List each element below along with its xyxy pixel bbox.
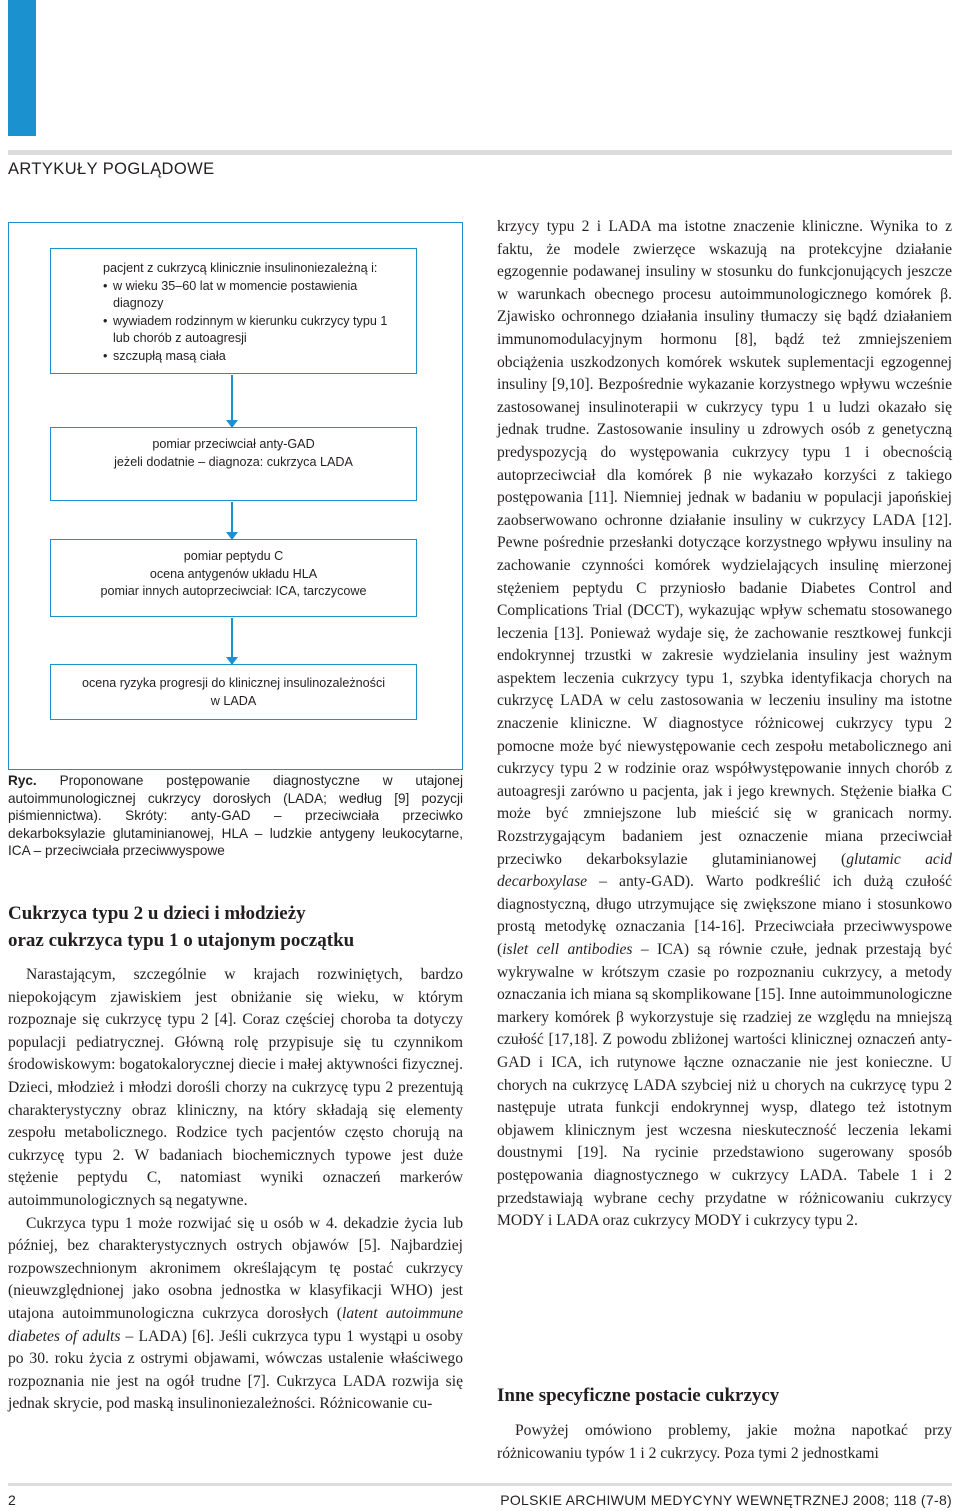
heading-line: oraz cukrzyca typu 1 o utajonym początku	[8, 930, 355, 951]
box4-line: ocena ryzyka progresji do klinicznej insulinozależności	[81, 676, 386, 690]
left-column-text	[8, 964, 463, 1416]
right-column-text	[497, 216, 952, 1233]
criterion-bullet: • szczupłą masą ciała	[103, 348, 408, 366]
english-term: islet cell antibodies	[502, 941, 633, 958]
box4-line: w LADA	[210, 693, 257, 708]
box2-line: pomiar przeciwciał anty-GAD	[152, 437, 315, 451]
flowchart-box-risk-assessment	[50, 664, 417, 720]
criterion-bullet: • wywiadem rodzinnym w kierunku cukrzycy typu 1	[103, 313, 408, 331]
journal-citation: POLSKIE ARCHIWUM MEDYCYNY WEWNĘTRZNEJ 2008; 118 (7-8)	[500, 1492, 952, 1508]
heading-line: Cukrzyca typu 2 u dzieci i młodzieży	[8, 903, 306, 924]
page-number: 2	[8, 1492, 16, 1508]
caption-label: Ryc.	[8, 773, 37, 788]
accent-bar	[8, 0, 36, 136]
flowchart-box-anti-gad	[50, 427, 417, 501]
section-heading-other-types: Inne specyficzne postacie cukrzycy	[497, 1385, 780, 1406]
flowchart-box-patient-criteria	[50, 248, 417, 374]
latin-term: latent autoimmune diabetes of adults	[8, 1304, 463, 1345]
box2-line: jeżeli dodatnie – diagnoza: cukrzyca LADA	[114, 454, 353, 469]
flow-arrow-down-icon	[231, 618, 233, 664]
section-label: ARTYKUŁY POGLĄDOWE	[8, 160, 215, 178]
criterion-bullet-continuation: lub chorób z autoagresji	[113, 331, 247, 346]
box1-intro: pacjent z cukrzycą klinicznie insulinoniezależną i:	[103, 261, 378, 275]
figure-caption	[8, 772, 463, 860]
box3-line: pomiar peptydu C	[183, 549, 284, 563]
flow-arrow-down-icon	[231, 375, 233, 427]
criterion-bullet-continuation: diagnozy	[113, 296, 164, 311]
paragraph: Powyżej omówiono problemy, jakie można napotkać przy różnicowaniu typów 1 i 2 cukrzycy. Poza tymi 2 jednostkami	[497, 1422, 952, 1462]
paragraph: Narastającym, szczególnie w krajach rozwiniętych, bardzo niepokojącym zjawiskiem jest obniżanie się wieku, w którym rozpoznaje się cukrzycę typu 2 [4]. Coraz częściej choroba ta dotyczy populacji pediatrycznej. Główną rolę przypisuje się tu czynnikom środowiskowym: bogatokalorycznej diecie i małej aktywności fizycznej. Dzieci, młodzież i młodzi dorośli chorzy na cukrzycę typu 2 prezentują charakterystyczny obraz kliniczny, na który składają się elementy zespołu metabolicznego. Rodzice tych pacjentów często chorują na cukrzycę typu 2. W badaniach biochemicznych typowe jest duże stężenie peptydu C, natomiast wyniki oznaczeń markerów autoimmunologicznych są negatywne.	[8, 966, 463, 1209]
footer-rule	[8, 1483, 952, 1486]
paragraph: Cukrzyca typu 1 może rozwijać się u osób w 4. dekadzie życia lub później, bez charakterystycznych ostrych objawów [5]. Najbardziej rozpowszechnionym akronimem określającym tę postać cukrzycy (nieuwzględnionej jako osobna jednostka w klasyfikacji WHO) jest utajona autoimmunologiczna cukrzyca dorosłych (latent autoimmune diabetes of adults – LADA) [6]. Jeśli cukrzyca typu 1 wystąpi u osoby po 30. roku życia z ostrymi objawami, wówczas ustalenie właściwego rozpoznania nie jest na ogół trudne [7]. Cukrzyca LADA rozwija się jednak skrycie, pod maską insulinoniezależności. Różnicowanie cu-	[8, 1214, 463, 1413]
paragraph: krzycy typu 2 i LADA ma istotne znaczenie kliniczne. Wynika to z faktu, że modele zwierzęce wskazują na protekcyjne działanie egzogennie podawanej insuliny w stosunku do funkcjonujących jeszcze w warunkach obecnego procesu autoimmunologicznego komórek β. Zjawisko ochronnego działania insuliny tłumaczy się bądź działaniem immunomodulacyjnym hormonu [8], bądź też zmniejszeniem obciążenia uszkodzonych komórek wskutek suplementacji egzogennej insuliny [9,10]. Bezpośrednie wykazanie korzystnego wpływu wcześnie zastosowanej insulinoterapii w cukrzycy typu 1 u ludzi okazało się jednak trudne. Zastosowanie insuliny u zdrowych osób z genetyczną predyspozycją do występowania cukrzycy typu 1 i obecnością autoprzeciwciał dla komórek β nie wykazało korzyści z takiego postępowania [11]. Niemniej jednak w badaniu w populacji japońskiej zaobserwowano ochronne działanie insuliny w cukrzycy LADA [12]. Pewne pośrednie przesłanki dotyczące korzystnego wpływu insuliny na zachowanie czynności komórek wydzielających insulinę mierzonej stężeniem peptydu C przyniosło badanie Diabetes Control and Complications Trial (DCCT), wykazując wpływ schematu stosowanego leczenia [13]. Ponieważ wydaje się, że zachowanie resztkowej funkcji endokrynnej trzustki w zakresie wydzielania insuliny jest ważnym aspektem leczenia cukrzycy typu 1, szybka identyfikacja chorych na cukrzycę LADA w celu zastosowania w leczeniu insuliny ma istotne znaczenie kliniczne. W diagnostyce różnicowej cukrzycy typu 2 pomocne może być niewystępowanie cech zespołu metabolicznego ani cukrzycy typu 2 w rodzinie oraz współwystępowanie innych chorób z autoagresji zarówno u pacjenta, jak i jego krewnych. Stężenie białka C może być zmniejszone lub mieścić się w granicach normy. Rozstrzygającym badaniem jest oznaczenie miana przeciwciał przeciwko dekarboksylazie glutaminianowej (glutamic acid decarboxylase – anty-GAD). Warto podkreślić ich dużą czułość diagnostyczną, długo utrzymujące się zwiększone miano i stosunkowo prostą metodykę oznaczania [14-16]. Przeciwciała przeciwwyspowe (islet cell antibodies – ICA) są równie czułe, jednak przestają być wykrywalne w krótszym czasie po rozpoznaniu cukrzycy, a metody oznaczania ich miana są skomplikowane [15]. Inne autoimmunologiczne markery komórek β wykorzystuje się rzadziej ze względu na mniejszą czułość [17,18]. Z powodu zbliżonej wartości klinicznej oznaczeń anty-GAD i ICA, ich rutynowe łączne oznaczanie nie jest konieczne. U chorych na cukrzycę LADA szybciej niż u chorych na cukrzycę typu 2 następuje utrata funkcji endokrynnej wysp, dlatego też istotnym objawem klinicznym jest wczesna nieskuteczność leczenia lekami doustnymi [19]. Na rycinie przedstawiono sugerowany sposób postępowania diagnostycznego w cukrzycy LADA. Tabele 1 i 2 przedstawiają wybrane cechy przydatne w różnicowaniu cukrzycy MODY i LADA oraz cukrzycy MODY i cukrzycy typu 2.	[497, 218, 952, 1230]
flow-arrow-down-icon	[231, 502, 233, 539]
criterion-bullet: • w wieku 35–60 lat w momencie postawienia	[103, 278, 408, 296]
english-term: glutamic acid decarboxylase	[497, 850, 952, 891]
right-column-text-bottom	[497, 1420, 952, 1465]
box3-line: pomiar innych autoprzeciwciał: ICA, tarczycowe	[100, 584, 367, 599]
box3-line: ocena antygenów układu HLA	[149, 566, 318, 581]
caption-text: Proponowane postępowanie diagnostyczne w utajonej autoimmunologicznej cukrzycy dorosłych (LADA; według [9] pozycji piśmiennictwa). Skróty: anty-GAD – przeciwciała przeciwko dekarboksylazie glutaminianowej, HLA – ludzkie antygeny leukocytarne, ICA – przeciwciała przeciwwyspowe	[8, 773, 464, 859]
section-heading-type2-children	[8, 900, 463, 954]
header-rule	[8, 150, 952, 155]
flowchart-box-peptide-c	[50, 539, 417, 617]
